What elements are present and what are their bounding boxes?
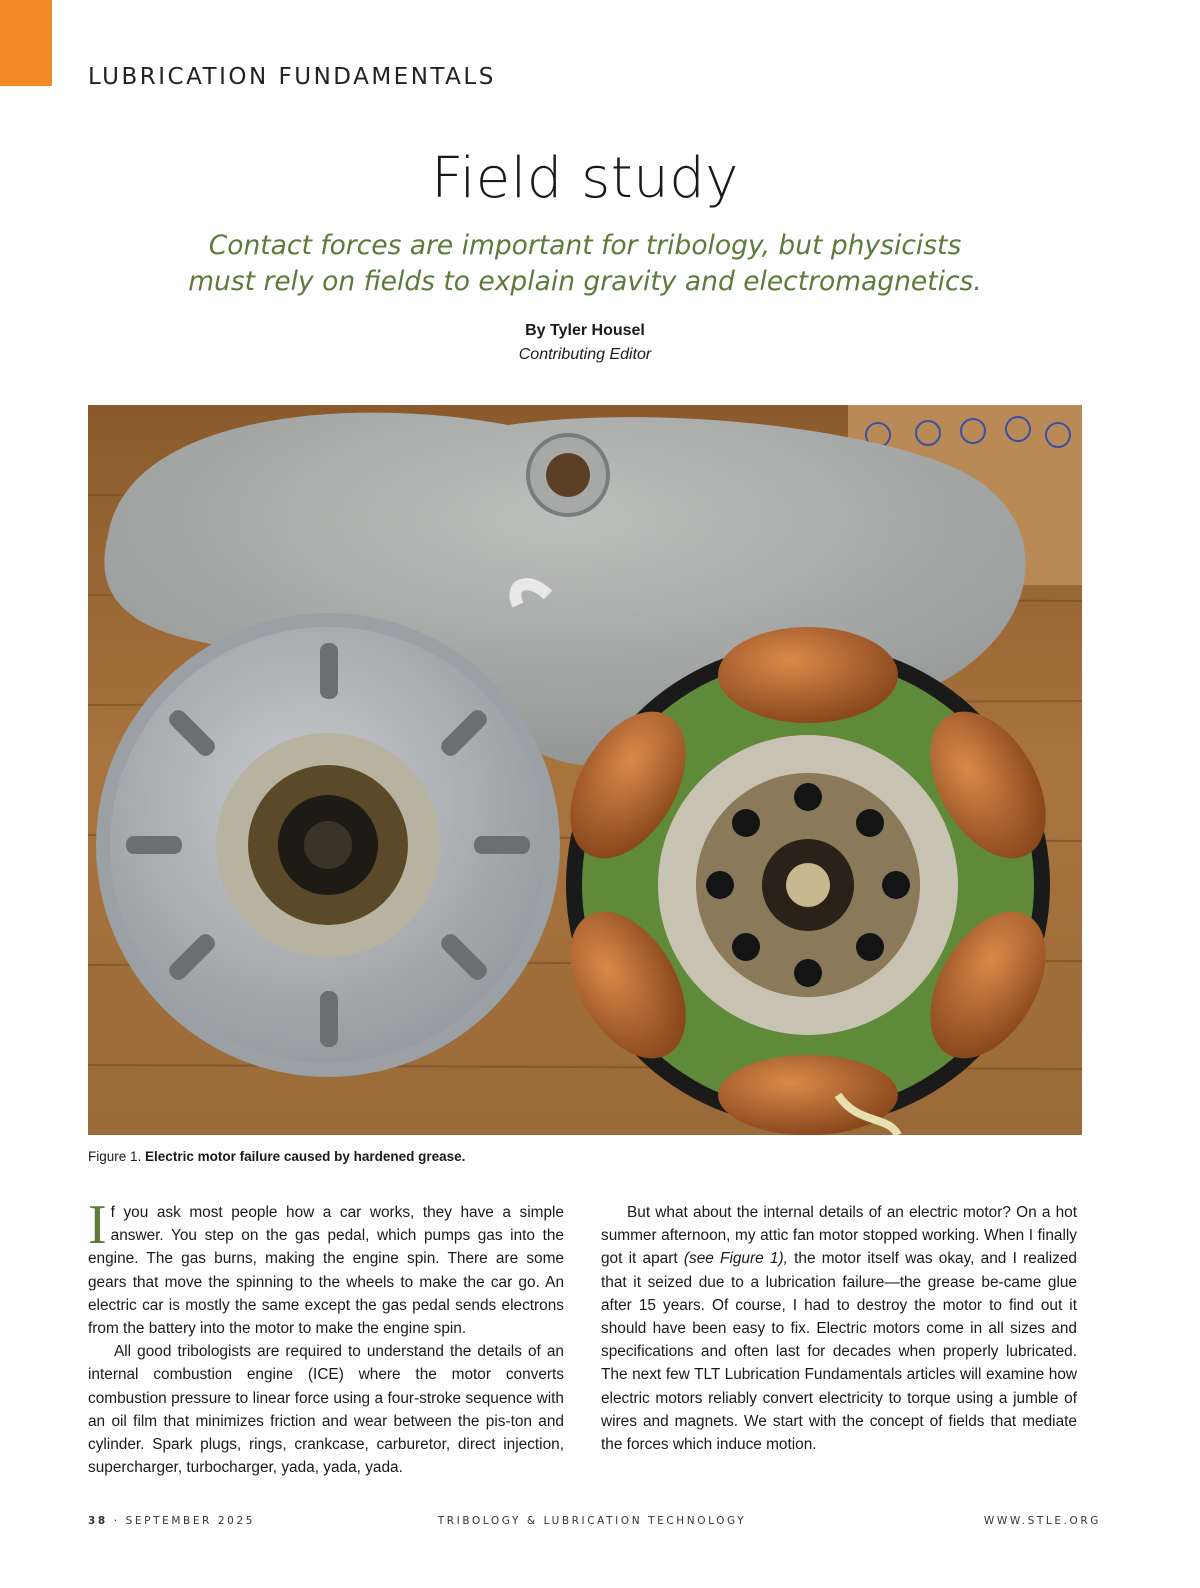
figure-label: Figure 1. [88,1149,142,1164]
figure-reference: (see Figure 1), [683,1250,788,1268]
author-role: Contributing Editor [518,346,652,363]
figure-photo [88,405,1082,1135]
page-number: 38 [88,1515,108,1527]
body-paragraph [88,1194,564,1340]
publication-name: TRIBOLOGY & LUBRICATION TECHNOLOGY [437,1515,747,1527]
article-title: Field study [431,146,739,211]
deck-line-2: must rely on fields to explain gravity and electromagnetics. [188,266,982,297]
body-column-left [88,1194,564,1479]
accent-bar [0,0,52,86]
body-right-p1-end: the motor itself was okay, and I realized that it seized due to a lubrication failure—the grease be-came glue after 15 years. Of course, I had to destroy the motor to find out it should have been easy to fix. Electric motors come in all sizes and specifications and often last for decades when properly lubricated. The next few TLT Lubrication Fundamentals articles will examine how electric motors reliably convert electricity to torque using a jumble of wires and magnets. We start with the concept of fields that mediate the forces which induce motion. [601,1250,1077,1454]
figure-caption-text: Electric motor failure caused by hardened grease. [145,1149,466,1164]
footer-separator: · [113,1515,120,1527]
deck-line-1: Contact forces are important for tribology, but physicists [208,230,962,261]
drop-cap: I [88,1194,107,1256]
body-column-right [601,1201,1077,1456]
website-link[interactable]: WWW.STLE.ORG [983,1515,1101,1527]
body-left-p2: All good tribologists are required to understand the details of an internal combustion engine (ICE) where the motor converts combustion pressure to linear force using a four-stroke sequence with an oil film that minimizes friction and wear between the pis-ton and cylinder. Spark plugs, rings, crankcase, carburetor, direct injection, supercharger, turbocharger, yada, yada, yada. [88,1343,564,1477]
author-name: By Tyler Housel [525,322,645,339]
article-deck [0,228,1170,300]
motor-photo-illustration [88,405,1082,1135]
body-paragraph [601,1201,1077,1456]
issue-date: SEPTEMBER 2025 [125,1515,256,1527]
figure-caption [88,1149,465,1164]
body-right-p1-start: But what about the internal details of an electric motor? On a hot summer afternoon, my attic fan motor stopped working. When I finally got it apart [601,1204,1077,1268]
section-label: LUBRICATION FUNDAMENTALS [88,64,496,90]
body-left-p1: f you ask most people how a car works, they have a simple answer. You step on the gas pedal, which pumps gas into the engine. The gas burns, making the engine spin. There are some gears that move the spinning to the wheels to make the car go. An electric car is mostly the same except the gas pedal sends electrons from the battery into the motor to make the engine spin. [88,1204,564,1338]
